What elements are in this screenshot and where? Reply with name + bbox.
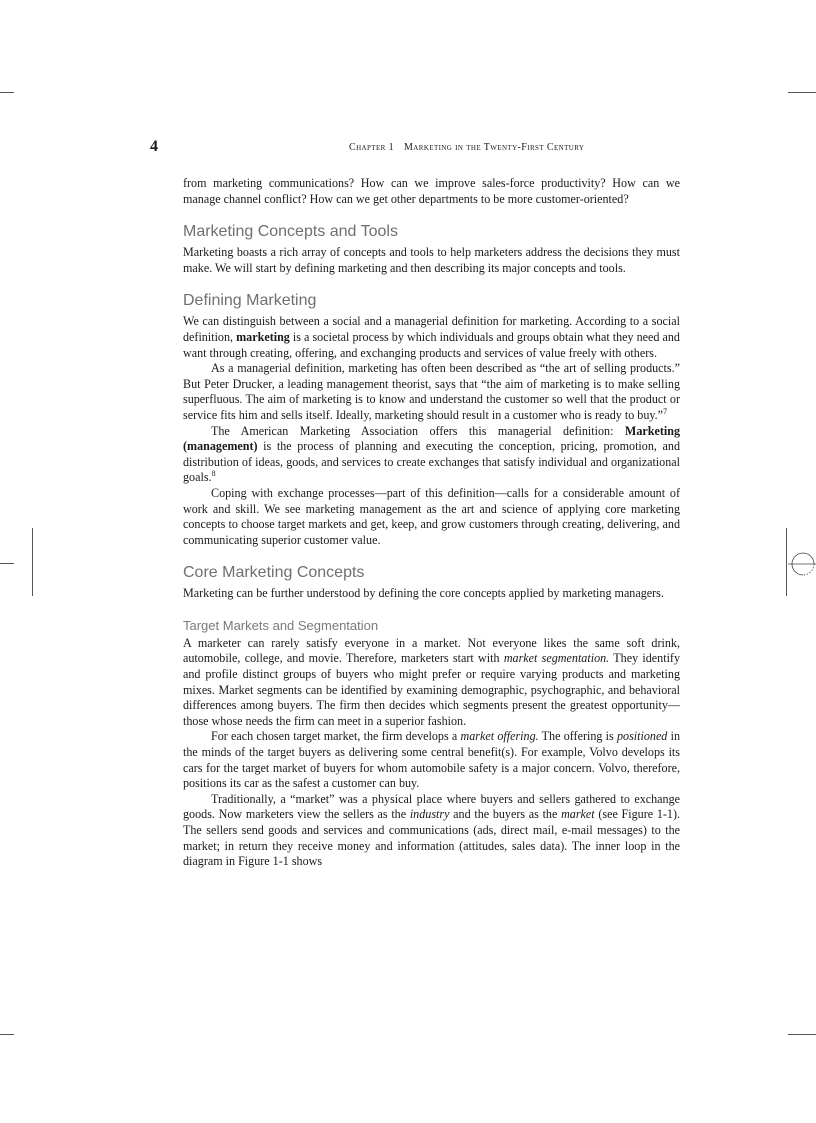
crop-mark (0, 563, 14, 564)
text-run: (see Figure 1-1). The sellers send goods and services and communications (ads, direct mail, e-mail messages) to the market; in return they receive money and information (attitudes, sales data). The inner loop in the diagram in Figure 1-1 shows (183, 807, 680, 869)
emphasis: positioned (616, 729, 668, 744)
footnote-ref: 8 (211, 469, 216, 479)
paragraph: Marketing boasts a rich array of concepts and tools to help marketers address the decisions they must make. We will start by defining marketing and then describing its major concepts and tools. (183, 245, 680, 275)
registration-mark-icon (788, 549, 816, 579)
key-term: Marketing (management) (183, 423, 680, 454)
chapter-title: Marketing in the Twenty-First Century (404, 142, 585, 153)
emphasis: industry (409, 807, 450, 822)
paragraph: Coping with exchange processes—part of this definition—calls for a considerable amount of work and skill. We see marketing management as the art and science of applying core marketing concepts to choose target markets and get, keep, and grow customers through creating, delivering, and communicating superior customer value. (183, 485, 680, 547)
paragraph (183, 361, 680, 423)
text-run: For each chosen target market, the firm develops a (211, 729, 461, 744)
text-run: is a societal process by which individuals and groups obtain what they need and want through creating, offering, and exchanging products and services of value freely with others. (183, 329, 680, 360)
emphasis: market segmentation. (503, 651, 610, 666)
crop-mark (788, 1034, 816, 1035)
footnote-ref: 7 (663, 406, 668, 416)
section-heading: Core Marketing Concepts (183, 564, 365, 582)
text-run: The American Marketing Association offers this managerial definition: (211, 423, 625, 438)
text-run: and the buyers as the (449, 807, 562, 822)
section-heading: Marketing Concepts and Tools (183, 223, 398, 241)
paragraph (183, 636, 680, 730)
crop-mark (32, 528, 33, 596)
crop-mark (786, 528, 787, 596)
crop-mark (0, 92, 14, 93)
paragraph (183, 314, 680, 361)
text-run: is the process of planning and executing the conception, pricing, promotion, and distribution of ideas, goods, and services to create exchanges that satisfy individual and organizational goals. (183, 439, 680, 485)
paragraph (183, 792, 680, 870)
emphasis: market (561, 807, 595, 822)
emphasis: market offering. (460, 729, 539, 744)
page-number: 4 (150, 138, 158, 155)
text-run: The offering is (538, 729, 617, 744)
text-run: They identify and profile distinct groups of buyers who might prefer or require varying products and marketing mixes. Market segments can be identified by examining demographic, psychographic, and behavioral differences among buyers. The firm then decides which segments present the greatest opportunity—those whose needs the firm can meet in a superior fashion. (183, 651, 681, 728)
text-run: We can distinguish between a social and a managerial definition for marketing. According to a social definition, (183, 314, 680, 344)
subsection-heading: Target Markets and Segmentation (183, 617, 379, 633)
text-run: As a managerial definition, marketing has often been described as “the art of selling products.” But Peter Drucker, a leading management theorist, says that “the aim of marketing is to make selling superfluous. The aim of marketing is to know and understand the customer so well that the product or service fits him and sells itself. Ideally, marketing should result in a customer who is ready to buy.” (183, 361, 680, 422)
page-body (183, 176, 680, 870)
paragraph: Marketing can be further understood by defining the core concepts applied by marketing managers. (183, 586, 664, 601)
section-heading: Defining Marketing (183, 292, 317, 310)
paragraph (183, 729, 680, 791)
crop-mark (788, 92, 816, 93)
text-run: Traditionally, a “market” was a physical place where buyers and sellers gathered to exchange goods. Now marketers view the sellers as the (183, 791, 680, 822)
text-run: A marketer can rarely satisfy everyone in a market. Not everyone likes the same soft drink, automobile, college, and movie. Therefore, marketers start with (183, 635, 680, 666)
text-run: in the minds of the target buyers as delivering some central benefit(s). For example, Volvo develops its cars for the target market of buyers for whom automobile safety is a major concern. Volvo, therefore, positions its car as the safest a customer can buy. (183, 729, 680, 791)
paragraph (183, 424, 680, 486)
crop-mark (0, 1034, 14, 1035)
key-term: marketing (236, 329, 290, 344)
running-head (349, 142, 584, 153)
chapter-label: Chapter 1 (349, 142, 394, 153)
paragraph: from marketing communications? How can we improve sales-force productivity? How can we manage channel conflict? How can we get other departments to be more customer-oriented? (183, 176, 680, 206)
